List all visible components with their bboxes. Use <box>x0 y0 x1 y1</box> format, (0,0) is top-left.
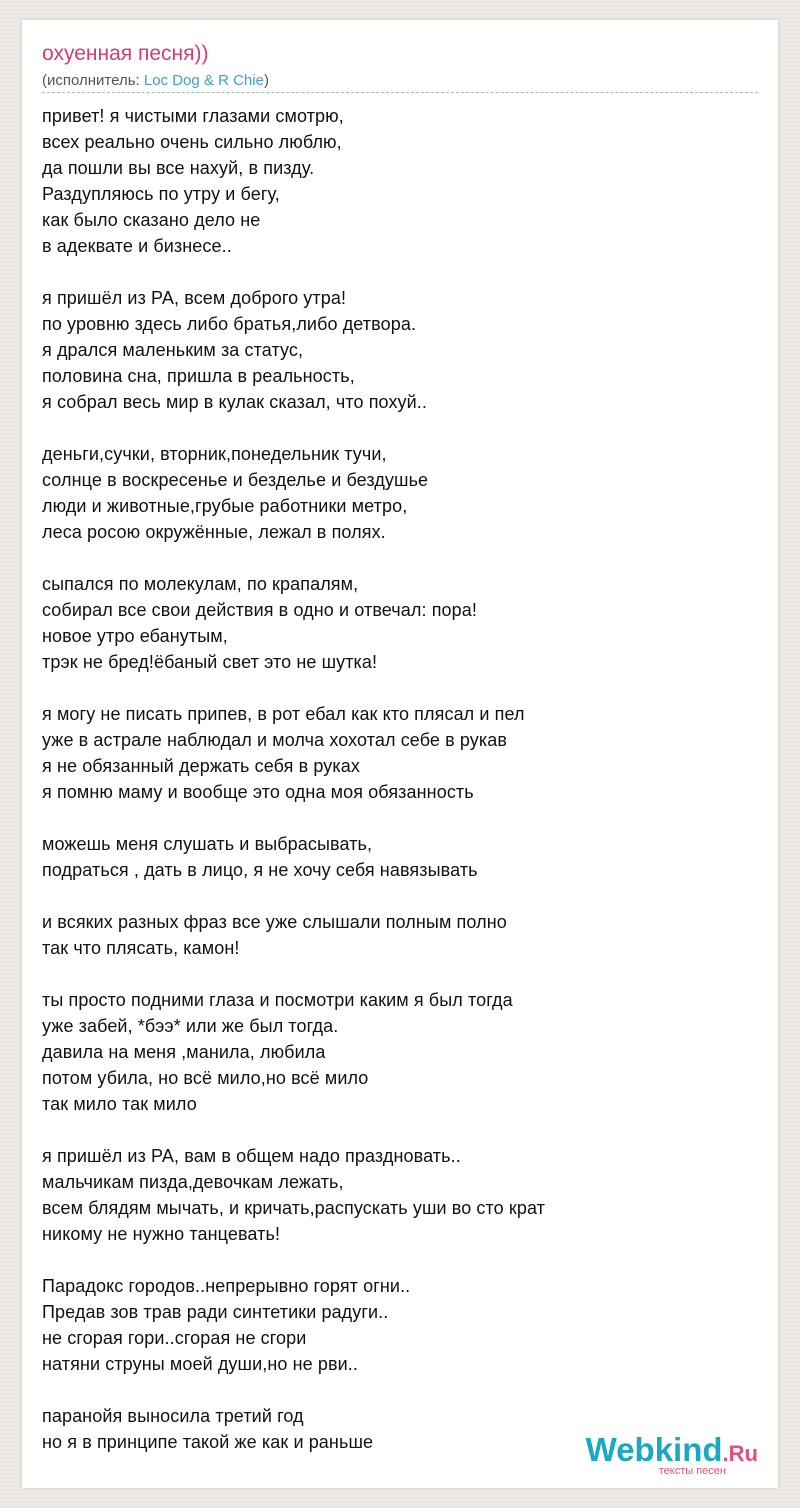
lyrics-line: не сгорая гори..сгорая не сгори <box>42 1328 307 1348</box>
lyrics-stanza <box>42 831 758 883</box>
lyrics-line: так мило так мило <box>42 1094 197 1114</box>
lyrics-line: я собрал весь мир в кулак сказал, что похуй.. <box>42 392 428 412</box>
lyrics-line: уже в астрале наблюдал и молча хохотал себе в рукав <box>42 730 508 750</box>
lyrics-line: уже забей, *бээ* или же был тогда. <box>42 1016 339 1036</box>
lyrics-line: никому не нужно танцевать! <box>42 1224 281 1244</box>
lyrics-stanza <box>42 441 758 545</box>
lyrics-line: по уровню здесь либо братья,либо детвора. <box>42 314 417 334</box>
lyrics-line: я дрался маленьким за статус, <box>42 340 304 360</box>
title-divider <box>42 92 758 93</box>
song-title: охуенная песня)) <box>42 42 209 65</box>
lyrics-line: потом убила, но всё мило,но всё мило <box>42 1068 369 1088</box>
logo-main-text: Webkind <box>585 1431 723 1468</box>
lyrics-line: и всяких разных фраз все уже слышали полным полно <box>42 912 507 932</box>
lyrics-line: собирал все свои действия в одно и отвечал: пора! <box>42 600 477 620</box>
lyrics-stanza <box>42 103 758 259</box>
lyrics-line: как было сказано дело не <box>42 210 261 230</box>
lyrics-line: паранойя выносила третий год <box>42 1406 304 1426</box>
lyrics-line: всех реально очень сильно люблю, <box>42 132 342 152</box>
lyrics-stanza <box>42 1143 758 1247</box>
lyrics-stanza <box>42 571 758 675</box>
logo-suffix: .Ru <box>722 1441 758 1466</box>
lyrics-line: натяни струны моей души,но не рви.. <box>42 1354 358 1374</box>
logo-tagline: тексты песен <box>658 1465 726 1477</box>
lyrics-line: мальчикам пизда,девочкам лежать, <box>42 1172 344 1192</box>
lyrics-line: трэк не бред!ёбаный свет это не шутка! <box>42 652 378 672</box>
lyrics-line: да пошли вы все нахуй, в пизду. <box>42 158 315 178</box>
lyrics-card <box>22 20 778 1488</box>
lyrics-line: половина сна, пришла в реальность, <box>42 366 355 386</box>
lyrics-line: новое утро ебанутым, <box>42 626 228 646</box>
lyrics-line: солнце в воскресенье и безделье и бездушье <box>42 470 429 490</box>
lyrics-line: давила на меня ,манила, любила <box>42 1042 326 1062</box>
lyrics-line: я пришёл из РА, вам в общем надо праздновать.. <box>42 1146 461 1166</box>
artist-link[interactable]: Loc Dog & R Chie <box>143 72 264 89</box>
lyrics-line: привет! я чистыми глазами смотрю, <box>42 106 344 126</box>
lyrics-line: подраться , дать в лицо, я не хочу себя навязывать <box>42 860 478 880</box>
lyrics-line: люди и животные,грубые работники метро, <box>42 496 408 516</box>
lyrics-line: в адеквате и бизнесе.. <box>42 236 232 256</box>
lyrics-line: всем блядям мычать, и кричать,распускать уши во сто крат <box>42 1198 546 1218</box>
lyrics-line: сыпался по молекулам, по крапалям, <box>42 574 359 594</box>
lyrics-line: можешь меня слушать и выбрасывать, <box>42 834 373 854</box>
lyrics-stanza <box>42 701 758 805</box>
lyrics-line: Парадокс городов..непрерывно горят огни.. <box>42 1276 411 1296</box>
site-logo[interactable] <box>568 1432 758 1480</box>
lyrics-line: деньги,сучки, вторник,понедельник тучи, <box>42 444 387 464</box>
artist-suffix: ) <box>263 72 269 89</box>
lyrics-line: но я в принципе такой же как и раньше <box>42 1432 374 1452</box>
lyrics-line: я могу не писать припев, в рот ебал как кто плясал и пел <box>42 704 525 724</box>
artist-line <box>42 72 269 90</box>
lyrics-stanza <box>42 909 758 961</box>
lyrics-line: я помню маму и вообще это одна моя обязанность <box>42 782 474 802</box>
lyrics-line: я пришёл из РА, всем доброго утра! <box>42 288 347 308</box>
lyrics-body <box>42 103 758 1481</box>
lyrics-line: Предав зов трав ради синтетики радуги.. <box>42 1302 389 1322</box>
lyrics-line: леса росою окружённые, лежал в полях. <box>42 522 386 542</box>
lyrics-stanza <box>42 285 758 415</box>
lyrics-line: Раздупляюсь по утру и бегу, <box>42 184 280 204</box>
lyrics-line: я не обязанный держать себя в руках <box>42 756 360 776</box>
lyrics-line: ты просто подними глаза и посмотри каким я был тогда <box>42 990 513 1010</box>
artist-prefix: (исполнитель: <box>42 72 144 89</box>
lyrics-stanza <box>42 987 758 1117</box>
lyrics-line: так что плясать, камон! <box>42 938 240 958</box>
lyrics-stanza <box>42 1273 758 1377</box>
